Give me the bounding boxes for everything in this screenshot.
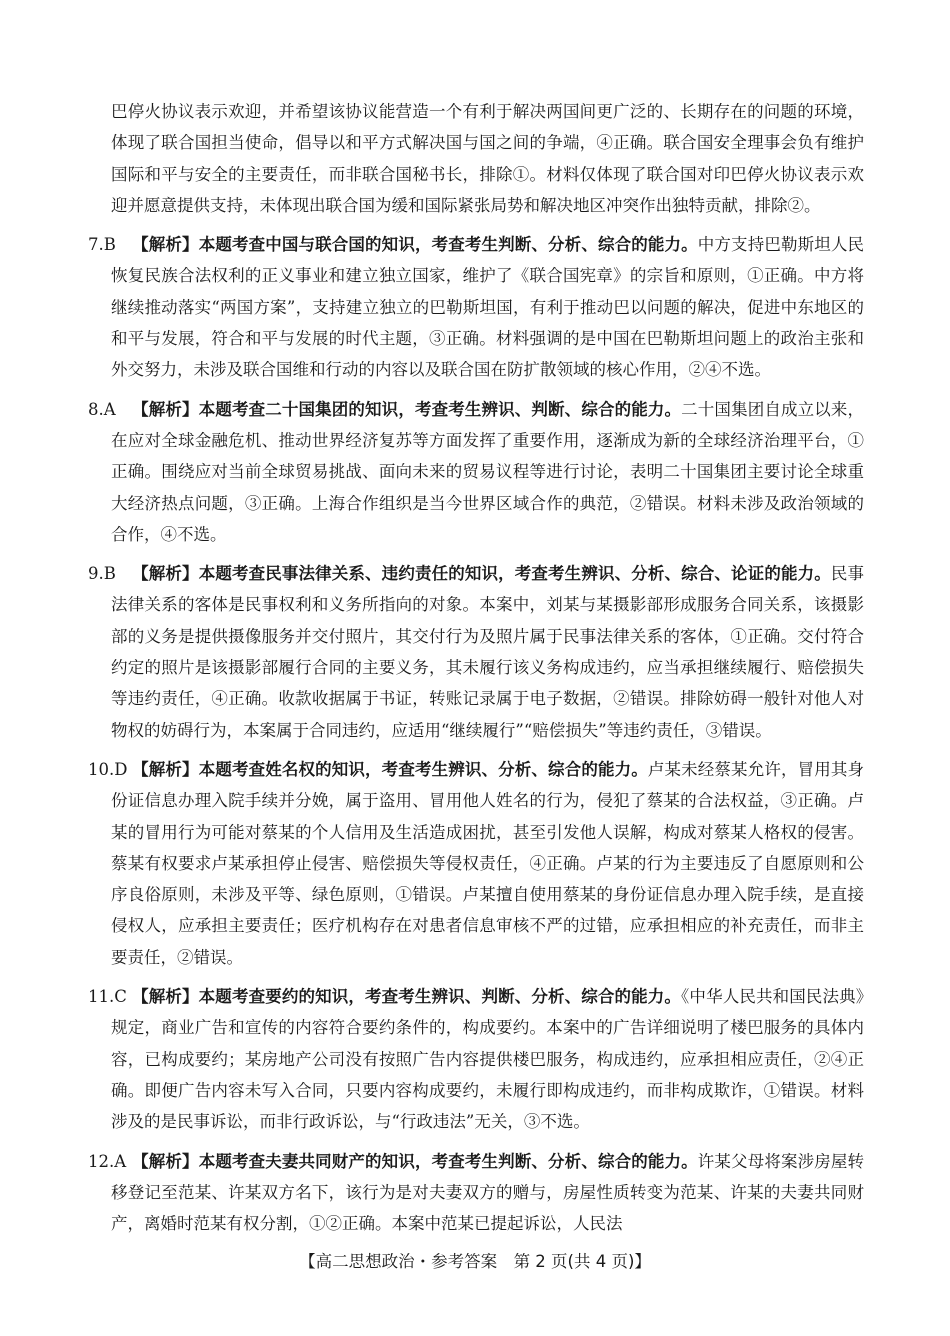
question-number: 8.A: [88, 399, 116, 419]
answer-item-7: [88, 229, 864, 385]
continued-paragraph: 巴停火协议表示欢迎，并希望该协议能营造一个有利于解决两国间更广泛的、长期存在的问题的环境，体现了联合国担当使命，倡导以和平方式解决国与国之间的争端，④正确。联合国安全理事会负有维护国际和平与安全的主要责任，而非联合国秘书长，排除①。材料仅体现了联合国对印巴停火协议表示欢迎并愿意提供支持，未体现出联合国为缓和国际紧张局势和解决地区冲突作出独特贡献，排除②。: [111, 102, 864, 215]
question-number: 9.B: [88, 564, 116, 584]
answer-body: [88, 96, 864, 1239]
answer-item-9: [88, 558, 864, 746]
question-number: 11.C: [88, 987, 127, 1007]
analysis-body: 卢某未经蔡某允许，冒用其身份证信息办理入院手续并分娩，属于盗用、冒用他人姓名的行为，侵犯了蔡某的合法权益，③正确。卢某的冒用行为可能对蔡某的个人信用及生活造成困扰，甚至引发他人误解，构成对蔡某人格权的侵害。蔡某有权要求卢某承担停止侵害、赔偿损失等侵权责任，④正确。卢某的行为主要违反了自愿原则和公序良俗原则，未涉及平等、绿色原则，①错误。卢某擅自使用蔡某的身份证信息办理入院手续，是直接侵权人，应承担主要责任；医疗机构存在对患者信息审核不严的过错，应承担相应的补充责任，而非主要责任，②错误。: [111, 759, 865, 967]
analysis-body: 二十国集团自成立以来，在应对全球金融危机、推动世界经济复苏等方面发挥了重要作用，逐渐成为新的全球经济治理平台，①正确。围绕应对当前全球贸易挑战、面向未来的贸易议程等进行讨论，表明二十国集团主要讨论全球重大经济热点问题，③正确。上海合作组织是当今世界区域合作的典范，②错误。材料未涉及政治领域的合作，④不选。: [111, 399, 865, 544]
question-number: 10.D: [88, 759, 128, 779]
analysis-intro: 本题考查二十国集团的知识，考查考生辨识、判断、综合的能力。: [198, 399, 682, 419]
analysis-tag: 【解析】: [132, 235, 199, 255]
analysis-body: 民事法律关系的客体是民事权利和义务所指向的对象。本案中，刘某与某摄影部形成服务合同关系，该摄影部的义务是提供摄像服务并交付照片，其交付行为及照片属于民事法律关系的客体，①正确。交付符合约定的照片是该摄影部履行合同的主要义务，其未履行该义务构成违约，应当承担继续履行、赔偿损失等违约责任，④正确。收款收据属于书证，转账记录属于电子数据，②错误。排除妨碍一般针对他人对物权的妨碍行为，本案属于合同违约，应适用“继续履行”“赔偿损失”等违约责任，③错误。: [111, 564, 865, 740]
analysis-intro: 本题考查中国与联合国的知识，考查考生判断、分析、综合的能力。: [198, 235, 698, 255]
analysis-tag: 【解析】: [132, 399, 199, 419]
analysis-tag: 【解析】: [132, 987, 199, 1007]
analysis-intro: 本题考查姓名权的知识，考查考生辨识、分析、综合的能力。: [198, 759, 648, 779]
question-number: 7.B: [88, 235, 116, 255]
answer-item-12: [88, 1146, 864, 1240]
answer-item-11: [88, 981, 864, 1137]
analysis-intro: 本题考查民事法律关系、违约责任的知识，考查考生辨识、分析、综合、论证的能力。: [198, 564, 831, 584]
analysis-body: 许某父母将案涉房屋转移登记至范某、许某双方名下，该行为是对夫妻双方的赠与，房屋性质转变为范某、许某的夫妻共同财产，离婚时范某有权分割，①②正确。本案中范某已提起诉讼，人民法: [111, 1151, 865, 1234]
analysis-body: 中方支持巴勒斯坦人民恢复民族合法权利的正义事业和建立独立国家，维护了《联合国宪章》的宗旨和原则，①正确。中方将继续推动落实“两国方案”，支持建立独立的巴勒斯坦国，有利于推动巴以问题的解决，促进中东地区的和平与发展，符合和平与发展的时代主题，③正确。材料强调的是中国在巴勒斯坦问题上的政治主张和外交努力，未涉及联合国维和行动的内容以及联合国在防扩散领域的核心作用，②④不选。: [111, 235, 865, 380]
analysis-tag: 【解析】: [132, 759, 199, 779]
answer-item-8: [88, 394, 864, 550]
analysis-intro: 本题考查夫妻共同财产的知识，考查考生判断、分析、综合的能力。: [198, 1151, 698, 1171]
question-number: 12.A: [88, 1151, 127, 1171]
page-footer: 【高二思想政治・参考答案 第 2 页(共 4 页)】: [299, 1252, 651, 1271]
analysis-tag: 【解析】: [132, 564, 199, 584]
answer-item-10: [88, 754, 864, 973]
analysis-body: 《中华人民共和国民法典》规定，商业广告和宣传的内容符合要约条件的，构成要约。本案中的广告详细说明了楼巴服务的具体内容，已构成要约；某房地产公司没有按照广告内容提供楼巴服务，构成违约，应承担相应责任，②④正确。即便广告内容未写入合同，只要内容构成要约，未履行即构成违约，而非构成欺诈，①错误。材料涉及的是民事诉讼，而非行政诉讼，与“行政违法”无关，③不选。: [111, 987, 865, 1132]
analysis-tag: 【解析】: [132, 1151, 199, 1171]
analysis-intro: 本题考查要约的知识，考查考生辨识、判断、分析、综合的能力。: [198, 987, 682, 1007]
